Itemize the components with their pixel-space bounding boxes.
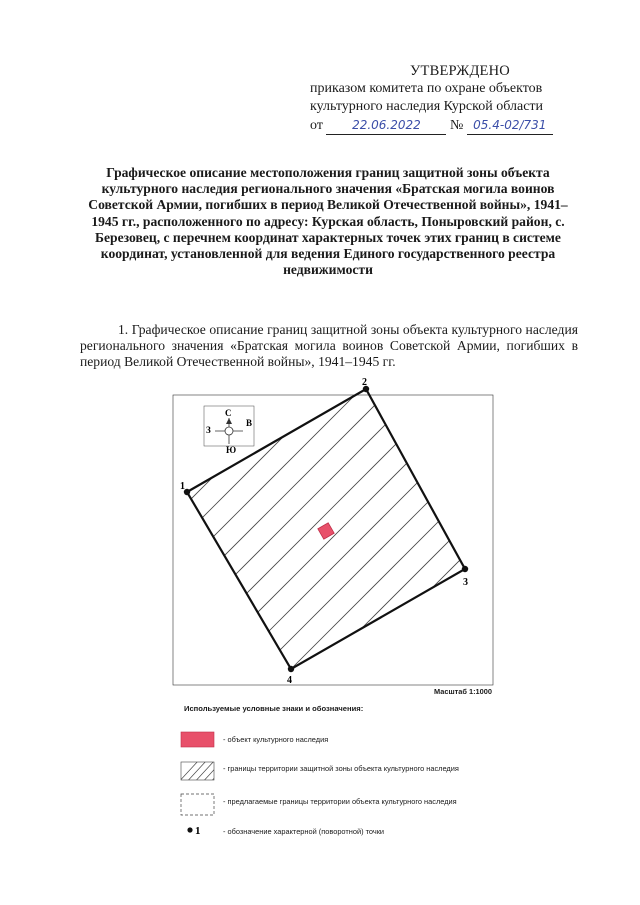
- legend-zone-text: - границы территории защитной зоны объекта культурного наследия: [223, 764, 459, 773]
- point-2-label: 2: [362, 377, 367, 388]
- legend-heritage-text: - объект культурного наследия: [223, 735, 329, 744]
- section-paragraph: 1. Графическое описание границ защитной зоны объекта культурного наследия регионального значения «Братская могила воинов Советской Армии, погибших в период Великой Отечественной войны», 1941–1945 гг.: [80, 322, 578, 369]
- legend-proposed-swatch: [181, 794, 214, 815]
- number-label: №: [449, 118, 464, 133]
- legend-point-text: - обозначение характерной (поворотной) точки: [223, 827, 385, 836]
- from-label: от: [310, 118, 323, 133]
- zone-hatching: [100, 260, 640, 800]
- point-4-dot: [288, 666, 294, 672]
- point-1-label: 1: [180, 481, 185, 492]
- map-frame: [173, 395, 493, 685]
- approval-line-2: культурного наследия Курской области: [310, 99, 544, 114]
- approval-heading: УТВЕРЖДЕНО: [410, 63, 510, 79]
- approval-line-1: приказом комитета по охране объектов: [310, 81, 543, 96]
- map-scale: Масштаб 1:1000: [434, 687, 492, 696]
- compass-north: С: [225, 408, 232, 418]
- compass-south: Ю: [226, 445, 237, 455]
- approval-date: 22.06.2022: [326, 116, 446, 135]
- legend-point-sample: 1: [195, 825, 201, 837]
- north-arrow-icon: [226, 418, 232, 424]
- legend-proposed-text: - предлагаемые границы территории объекта культурного наследия: [223, 797, 457, 806]
- point-3-dot: [462, 566, 468, 572]
- compass-east: В: [246, 418, 253, 428]
- legend-title: Используемые условные знаки и обозначения:: [184, 704, 364, 713]
- approval-number: 05.4-02/731: [467, 116, 553, 135]
- legend-point-dot: [187, 827, 192, 832]
- compass-rose: [204, 406, 254, 455]
- compass-west: З: [206, 425, 211, 435]
- heritage-object-marker: [318, 523, 334, 539]
- legend-heritage-swatch: [181, 732, 214, 747]
- point-3-label: 3: [463, 577, 468, 588]
- point-4-label: 4: [287, 675, 292, 686]
- document-title: Графическое описание местоположения границ защитной зоны объекта культурного наследия регионального значения «Братская могила воинов Советской Армии, погибших в период Великой Отечественной войны», 1941–1945 гг., расположенного по адресу: Курская область, Поныровский район, с. Березовец, с перечнем координат характерных точек этих границ в системе координат, установленной для ведения Единого государственного реестра недвижимости: [88, 165, 568, 278]
